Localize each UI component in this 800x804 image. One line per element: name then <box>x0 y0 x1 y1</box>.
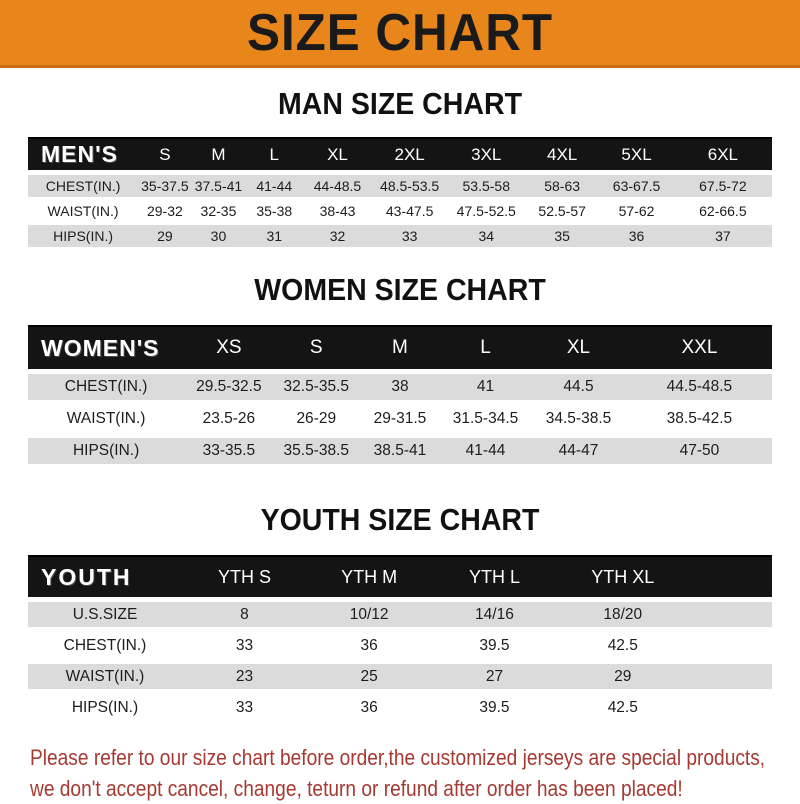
filler-cell <box>688 630 772 661</box>
banner-title: SIZE CHART <box>247 3 553 62</box>
size-value-cell: 53.5-58 <box>448 173 525 199</box>
size-value-cell: 35-38 <box>245 199 303 224</box>
filler-cell <box>688 661 772 692</box>
column-header-2xl: 2XL <box>372 138 448 173</box>
youth-table-label: YOUTH <box>28 556 182 600</box>
size-value-cell: 29 <box>138 224 192 249</box>
size-value-cell: 32 <box>303 224 371 249</box>
youth-row-waist-in- <box>28 661 772 692</box>
size-value-cell: 29-31.5 <box>359 403 441 435</box>
women-row-chest-in- <box>28 372 772 404</box>
size-value-cell: 38.5-41 <box>359 435 441 467</box>
row-label: WAIST(IN.) <box>28 661 182 692</box>
header-filler-cell <box>688 556 772 600</box>
size-value-cell: 35.5-38.5 <box>274 435 360 467</box>
size-value-cell: 62-66.5 <box>674 199 772 224</box>
column-header-yth-m: YTH M <box>307 556 431 600</box>
order-notice-line-1: Please refer to our size chart before order,the customized jerseys are special products, <box>30 745 766 770</box>
size-value-cell: 44-47 <box>530 435 627 467</box>
men-row-hips-in- <box>28 224 772 249</box>
size-value-cell: 33 <box>182 630 307 661</box>
filler-cell <box>688 600 772 631</box>
size-value-cell: 8 <box>182 600 307 631</box>
column-header-l: L <box>441 326 530 372</box>
row-label: WAIST(IN.) <box>28 403 184 435</box>
size-value-cell: 35 <box>525 224 599 249</box>
row-label: HIPS(IN.) <box>28 692 182 723</box>
size-value-cell: 33 <box>372 224 448 249</box>
men-row-chest-in- <box>28 173 772 199</box>
column-header-5xl: 5XL <box>599 138 673 173</box>
column-header-m: M <box>192 138 246 173</box>
size-value-cell: 37.5-41 <box>192 173 246 199</box>
column-header-s: S <box>138 138 192 173</box>
column-header-yth-xl: YTH XL <box>558 556 688 600</box>
order-notice <box>30 742 766 804</box>
size-value-cell: 32.5-35.5 <box>274 372 360 404</box>
size-chart-banner <box>0 0 800 68</box>
men-table-label: MEN'S <box>28 138 138 173</box>
size-value-cell: 38-43 <box>303 199 371 224</box>
size-value-cell: 33-35.5 <box>184 435 273 467</box>
size-value-cell: 10/12 <box>307 600 431 631</box>
size-value-cell: 14/16 <box>431 600 557 631</box>
size-value-cell: 67.5-72 <box>674 173 772 199</box>
size-value-cell: 31.5-34.5 <box>441 403 530 435</box>
youth-size-table <box>28 555 772 726</box>
size-value-cell: 27 <box>431 661 557 692</box>
row-label: U.S.SIZE <box>28 600 182 631</box>
size-value-cell: 44.5 <box>530 372 627 404</box>
row-label: CHEST(IN.) <box>28 630 182 661</box>
youth-header-row <box>28 556 772 600</box>
youth-section-title: YOUTH SIZE CHART <box>260 502 540 537</box>
size-value-cell: 41-44 <box>245 173 303 199</box>
size-value-cell: 52.5-57 <box>525 199 599 224</box>
size-value-cell: 58-63 <box>525 173 599 199</box>
size-value-cell: 39.5 <box>431 630 557 661</box>
women-row-waist-in- <box>28 403 772 435</box>
column-header-xxl: XXL <box>627 326 772 372</box>
men-size-table <box>28 137 772 250</box>
size-value-cell: 47.5-52.5 <box>448 199 525 224</box>
size-value-cell: 38.5-42.5 <box>627 403 772 435</box>
size-value-cell: 29.5-32.5 <box>184 372 273 404</box>
size-value-cell: 43-47.5 <box>372 199 448 224</box>
women-header-row <box>28 326 772 372</box>
filler-cell <box>688 692 772 723</box>
size-value-cell: 34.5-38.5 <box>530 403 627 435</box>
size-value-cell: 23.5-26 <box>184 403 273 435</box>
men-row-waist-in- <box>28 199 772 224</box>
size-value-cell: 37 <box>674 224 772 249</box>
size-value-cell: 38 <box>359 372 441 404</box>
size-value-cell: 30 <box>192 224 246 249</box>
column-header-xs: XS <box>184 326 273 372</box>
column-header-m: M <box>359 326 441 372</box>
women-section-title: WOMEN SIZE CHART <box>254 272 546 307</box>
size-value-cell: 35-37.5 <box>138 173 192 199</box>
size-value-cell: 36 <box>599 224 673 249</box>
size-value-cell: 44-48.5 <box>303 173 371 199</box>
column-header-3xl: 3XL <box>448 138 525 173</box>
row-label: CHEST(IN.) <box>28 173 138 199</box>
men-header-row <box>28 138 772 173</box>
size-value-cell: 26-29 <box>274 403 360 435</box>
size-value-cell: 42.5 <box>558 692 688 723</box>
men-section-title: MAN SIZE CHART <box>277 86 523 121</box>
row-label: HIPS(IN.) <box>28 224 138 249</box>
column-header-s: S <box>274 326 360 372</box>
column-header-4xl: 4XL <box>525 138 599 173</box>
youth-row-u-s-size <box>28 600 772 631</box>
size-value-cell: 34 <box>448 224 525 249</box>
size-value-cell: 32-35 <box>192 199 246 224</box>
size-value-cell: 31 <box>245 224 303 249</box>
size-value-cell: 41 <box>441 372 530 404</box>
row-label: CHEST(IN.) <box>28 372 184 404</box>
row-label: WAIST(IN.) <box>28 199 138 224</box>
column-header-l: L <box>245 138 303 173</box>
size-value-cell: 33 <box>182 692 307 723</box>
size-value-cell: 57-62 <box>599 199 673 224</box>
women-table-label: WOMEN'S <box>28 326 184 372</box>
women-row-hips-in- <box>28 435 772 467</box>
column-header-xl: XL <box>303 138 371 173</box>
row-label: HIPS(IN.) <box>28 435 184 467</box>
size-value-cell: 44.5-48.5 <box>627 372 772 404</box>
size-value-cell: 63-67.5 <box>599 173 673 199</box>
column-header-6xl: 6XL <box>674 138 772 173</box>
youth-row-chest-in- <box>28 630 772 661</box>
size-value-cell: 36 <box>307 630 431 661</box>
size-value-cell: 41-44 <box>441 435 530 467</box>
size-value-cell: 47-50 <box>627 435 772 467</box>
size-value-cell: 48.5-53.5 <box>372 173 448 199</box>
size-value-cell: 39.5 <box>431 692 557 723</box>
column-header-yth-s: YTH S <box>182 556 307 600</box>
size-value-cell: 25 <box>307 661 431 692</box>
size-value-cell: 36 <box>307 692 431 723</box>
youth-row-hips-in- <box>28 692 772 723</box>
size-value-cell: 29 <box>558 661 688 692</box>
women-size-table <box>28 325 772 470</box>
column-header-xl: XL <box>530 326 627 372</box>
order-notice-line-2: we don't accept cancel, change, teturn or refund after order has been placed! <box>30 776 683 801</box>
size-value-cell: 42.5 <box>558 630 688 661</box>
column-header-yth-l: YTH L <box>431 556 557 600</box>
size-value-cell: 18/20 <box>558 600 688 631</box>
size-value-cell: 23 <box>182 661 307 692</box>
size-value-cell: 29-32 <box>138 199 192 224</box>
